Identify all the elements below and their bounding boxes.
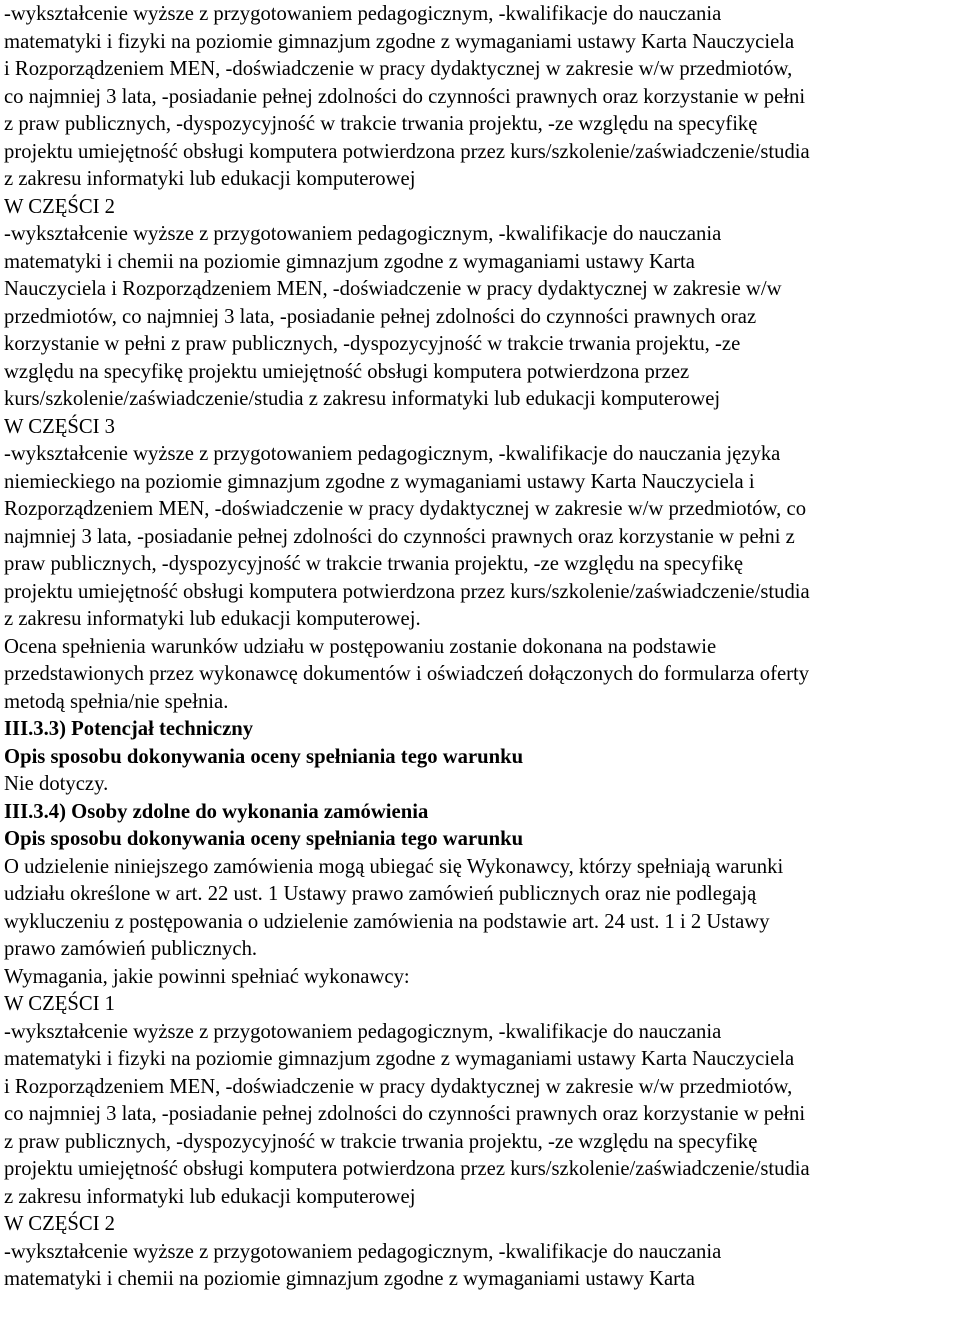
section-heading: III.3.3) Potencjał techniczny xyxy=(4,717,254,740)
section-heading: Opis sposobu dokonywania oceny spełniania tego warunku xyxy=(4,827,524,850)
text-line: prawo zamówień publicznych. xyxy=(4,937,258,960)
text-line: niemieckiego na poziomie gimnazjum zgodne z wymaganiami ustawy Karta Nauczyciela i xyxy=(4,469,755,493)
text-line: O udzielenie niniejszego zamówienia mogą ubiegać się Wykonawcy, którzy spełniają warunki xyxy=(4,854,784,878)
text-line: z praw publicznych, -dyspozycyjność w trakcie trwania projektu, -ze względu na specyfikę xyxy=(4,1129,758,1153)
text-line: udziału określone w art. 22 ust. 1 Ustawy prawo zamówień publicznych oraz nie podlegają xyxy=(4,882,757,905)
text-line: W CZĘŚCI 3 xyxy=(4,414,115,438)
text-line: W CZĘŚCI 2 xyxy=(4,1212,115,1235)
text-line: Rozporządzeniem MEN, -doświadczenie w pracy dydaktycznej w zakresie w/w przedmiotów, co xyxy=(4,497,807,520)
text-line: korzystanie w pełni z praw publicznych, -dyspozycyjność w trakcie trwania projektu, -ze xyxy=(4,332,741,355)
text-line: co najmniej 3 lata, -posiadanie pełnej zdolności do czynności prawnych oraz korzystanie w pełni xyxy=(4,84,806,108)
text-line: Nauczyciela i Rozporządzeniem MEN, -doświadczenie w pracy dydaktycznej w zakresie w/w xyxy=(4,277,782,300)
text-line: kurs/szkolenie/zaświadczenie/studia z zakresu informatyki lub edukacji komputerowej xyxy=(4,387,721,410)
text-line: przedstawionych przez wykonawcę dokumentów i oświadczeń dołączonych do formularza oferty xyxy=(4,662,810,685)
section-heading: Opis sposobu dokonywania oceny spełniania tego warunku xyxy=(4,744,524,768)
text-line: Nie dotyczy. xyxy=(4,772,109,795)
text-line: projektu umiejętność obsługi komputera potwierdzona przez kurs/szkolenie/zaświadczenie/studia xyxy=(4,1157,810,1180)
text-line: -wykształcenie wyższe z przygotowaniem pedagogicznym, -kwalifikacje do nauczania xyxy=(4,1239,722,1263)
text-line: co najmniej 3 lata, -posiadanie pełnej zdolności do czynności prawnych oraz korzystanie w pełni xyxy=(4,1102,806,1125)
text-line: z zakresu informatyki lub edukacji komputerowej. xyxy=(4,607,421,630)
text-line: W CZĘŚCI 2 xyxy=(4,194,115,218)
text-line: wykluczeniu z postępowania o udzielenie zamówienia na podstawie art. 24 ust. 1 i 2 Ustawy xyxy=(4,909,770,933)
text-line: i Rozporządzeniem MEN, -doświadczenie w pracy dydaktycznej w zakresie w/w przedmiotów, xyxy=(4,57,793,80)
text-line: -wykształcenie wyższe z przygotowaniem pedagogicznym, -kwalifikacje do nauczania xyxy=(4,2,722,25)
text-line: matematyki i chemii na poziomie gimnazjum zgodne z wymaganiami ustawy Karta xyxy=(4,1267,695,1290)
text-line: najmniej 3 lata, -posiadanie pełnej zdolności do czynności prawnych oraz korzystanie w pełni z xyxy=(4,524,795,548)
text-line: Wymagania, jakie powinni spełniać wykonawcy: xyxy=(4,964,410,988)
text-line: matematyki i fizyki na poziomie gimnazjum zgodne z wymaganiami ustawy Karta Nauczyciela xyxy=(4,1047,795,1070)
text-line: projektu umiejętność obsługi komputera potwierdzona przez kurs/szkolenie/zaświadczenie/studia xyxy=(4,579,810,603)
text-line: metodą spełnia/nie spełnia. xyxy=(4,689,229,713)
text-line: projektu umiejętność obsługi komputera potwierdzona przez kurs/szkolenie/zaświadczenie/studia xyxy=(4,139,810,163)
text-line: Ocena spełnienia warunków udziału w postępowaniu zostanie dokonana na podstawie xyxy=(4,634,717,658)
text-line: względu na specyfikę projektu umiejętność obsługi komputera potwierdzona przez xyxy=(4,359,690,383)
text-line: z zakresu informatyki lub edukacji komputerowej xyxy=(4,1184,416,1208)
text-line: praw publicznych, -dyspozycyjność w trakcie trwania projektu, -ze względu na specyfikę xyxy=(4,552,744,575)
text-line: przedmiotów, co najmniej 3 lata, -posiadanie pełnej zdolności do czynności prawnych oraz xyxy=(4,304,757,328)
text-line: matematyki i chemii na poziomie gimnazjum zgodne z wymaganiami ustawy Karta xyxy=(4,249,695,273)
text-line: z zakresu informatyki lub edukacji komputerowej xyxy=(4,167,416,190)
text-line: -wykształcenie wyższe z przygotowaniem pedagogicznym, -kwalifikacje do nauczania xyxy=(4,1019,722,1043)
text-line: matematyki i fizyki na poziomie gimnazjum zgodne z wymaganiami ustawy Karta Nauczyciela xyxy=(4,29,795,53)
text-line: z praw publicznych, -dyspozycyjność w trakcie trwania projektu, -ze względu na specyfikę xyxy=(4,112,758,135)
text-line: -wykształcenie wyższe z przygotowaniem pedagogicznym, -kwalifikacje do nauczania xyxy=(4,222,722,245)
text-line: i Rozporządzeniem MEN, -doświadczenie w pracy dydaktycznej w zakresie w/w przedmiotów, xyxy=(4,1074,793,1098)
section-heading: III.3.4) Osoby zdolne do wykonania zamówienia xyxy=(4,799,429,823)
text-line: -wykształcenie wyższe z przygotowaniem pedagogicznym, -kwalifikacje do nauczania języka xyxy=(4,442,781,465)
text-line: W CZĘŚCI 1 xyxy=(4,992,115,1015)
